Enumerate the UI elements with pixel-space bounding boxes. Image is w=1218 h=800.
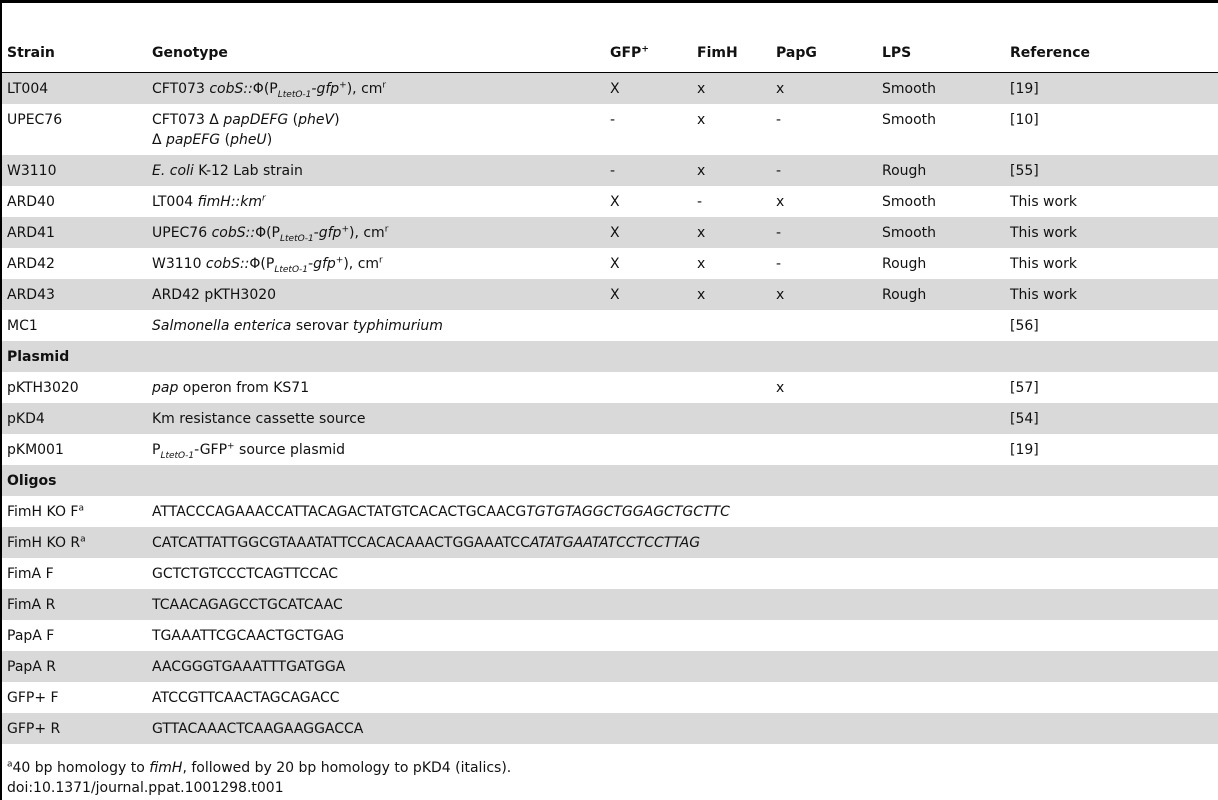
table-row bbox=[2, 403, 1218, 434]
gfp-cell: X bbox=[610, 194, 620, 210]
genotype-cell: E. coli K-12 Lab strain bbox=[147, 155, 605, 186]
genotype-cell: W3110 $cobS::\Phi(P_{LtetO-1}-gfp^+)$, $cm^r$ bbox=[152, 255, 383, 275]
oligo-name-cell: PapA R bbox=[2, 651, 147, 682]
lps-cell: Smooth bbox=[882, 194, 937, 210]
genotype-cell: ARD42 pKTH3020 bbox=[147, 279, 605, 310]
papg-cell: - bbox=[771, 155, 877, 186]
plasmid-name-cell: pKM001 bbox=[7, 442, 64, 458]
table-row bbox=[2, 589, 1218, 620]
fimh-cell: x bbox=[697, 256, 706, 272]
lps-cell: Smooth bbox=[877, 73, 1005, 105]
table-row bbox=[2, 620, 1218, 651]
col-fimh: FimH bbox=[692, 34, 771, 73]
gfp-cell: X bbox=[605, 73, 692, 105]
col-genotype: Genotype bbox=[147, 34, 605, 73]
table-row bbox=[2, 651, 1218, 682]
strain-cell: ARD42 bbox=[7, 256, 55, 272]
oligo-seq-cell: ATCCGTTCAACTAGCAGACC bbox=[152, 690, 340, 706]
oligo-name-cell: GFP+ F bbox=[7, 690, 59, 706]
col-lps: LPS bbox=[877, 34, 1005, 73]
genotype-cell bbox=[147, 104, 605, 155]
plasmid-name-cell: pKTH3020 bbox=[7, 380, 79, 396]
table-row bbox=[2, 434, 1218, 465]
oligo-seq-cell: CATCATTATTGGCGTAAATATTCCACACAAACTGGAAATCCATATGAATATCCTCCTTAG bbox=[147, 527, 1218, 558]
reference-cell: This work bbox=[1005, 279, 1218, 310]
footnote-a: $^a$40 bp homology to fimH, followed by 20 bp homology to pKD4 (italics). bbox=[7, 759, 512, 776]
reference-cell: This work bbox=[1005, 217, 1218, 248]
papg-cell: x bbox=[776, 194, 785, 210]
table-row bbox=[2, 713, 1218, 744]
oligo-name-cell: FimA F bbox=[7, 566, 54, 582]
oligo-seq-cell: ATTACCCAGAAACCATTACAGACTATGTCACACTGCAACGTGTGTAGGCTGGAGCTGCTTC bbox=[152, 504, 730, 520]
strain-cell: ARD43 bbox=[2, 279, 147, 310]
gfp-cell: X bbox=[610, 256, 620, 272]
table-row bbox=[2, 155, 1218, 186]
table-row bbox=[2, 104, 1218, 155]
genotype-cell: CFT073 $cobS::\Phi(P_{LtetO-1}-gfp^+)$, $cm^r$ bbox=[147, 73, 605, 105]
table-row bbox=[2, 248, 1218, 279]
lps-cell: Smooth bbox=[882, 112, 937, 128]
oligo-seq-cell: GCTCTGTCCCTCAGTTCCAC bbox=[152, 566, 338, 582]
papg-cell: x bbox=[771, 279, 877, 310]
strain-cell: ARD41 bbox=[2, 217, 147, 248]
fimh-cell: x bbox=[692, 73, 771, 105]
fimh-cell: x bbox=[692, 155, 771, 186]
genotype-cell: LT004 $fimH::km^r$ bbox=[152, 193, 266, 210]
papg-cell: - bbox=[776, 112, 782, 128]
gfp-cell: - bbox=[610, 112, 616, 128]
table-row bbox=[2, 527, 1218, 558]
table-row bbox=[2, 372, 1218, 403]
gfp-cell bbox=[605, 310, 692, 341]
reference-cell: [10] bbox=[1010, 112, 1039, 128]
reference-cell: This work bbox=[1010, 194, 1077, 210]
top-border bbox=[0, 0, 1218, 3]
table-footnotes bbox=[7, 758, 511, 798]
oligo-seq-cell: GTTACAAACTCAAGAAGGACCA bbox=[147, 713, 1218, 744]
table-row bbox=[2, 496, 1218, 527]
gfp-cell: X bbox=[605, 217, 692, 248]
lps-cell: Rough bbox=[877, 155, 1005, 186]
lps-cell: Rough bbox=[877, 279, 1005, 310]
section-label: Plasmid bbox=[2, 341, 1218, 372]
col-papg: PapG bbox=[771, 34, 877, 73]
lps-cell: Rough bbox=[882, 256, 927, 272]
fimh-cell: x bbox=[697, 112, 706, 128]
genotype-line-2: Δ papEFG (pheU) bbox=[152, 132, 273, 148]
oligo-seq-cell: AACGGGTGAAATTTGATGGA bbox=[147, 651, 1218, 682]
genotype-line-1: CFT073 Δ papDEFG (pheV) bbox=[152, 112, 340, 128]
reference-cell: [19] bbox=[1010, 442, 1039, 458]
section-label: Oligos bbox=[2, 465, 1218, 496]
col-reference: Reference bbox=[1005, 34, 1218, 73]
plasmid-desc-cell: Km resistance cassette source bbox=[147, 403, 605, 434]
reference-cell: [19] bbox=[1005, 73, 1218, 105]
fimh-cell bbox=[692, 310, 771, 341]
table-row bbox=[2, 682, 1218, 713]
papg-cell: x bbox=[776, 380, 785, 396]
oligo-seq-cell: TCAACAGAGCCTGCATCAAC bbox=[147, 589, 1218, 620]
table-header-row bbox=[2, 34, 1218, 73]
gfp-cell: - bbox=[605, 155, 692, 186]
reference-cell: This work bbox=[1010, 256, 1077, 272]
doi-text: doi:10.1371/journal.ppat.1001298.t001 bbox=[7, 780, 284, 796]
plasmid-desc-cell: pap operon from KS71 bbox=[152, 380, 310, 396]
plasmid-desc-cell: $P_{LtetO-1}-GFP^+$ source plasmid bbox=[152, 441, 346, 461]
table-row bbox=[2, 73, 1218, 105]
papg-cell bbox=[771, 310, 877, 341]
table-row bbox=[2, 217, 1218, 248]
section-row-plasmid bbox=[2, 341, 1218, 372]
fimh-cell: x bbox=[692, 217, 771, 248]
reference-cell: [54] bbox=[1005, 403, 1218, 434]
table-row bbox=[2, 279, 1218, 310]
table-row bbox=[2, 186, 1218, 217]
lps-cell: Smooth bbox=[877, 217, 1005, 248]
strains-table bbox=[2, 34, 1218, 744]
oligo-name-cell: FimH KO $R^a$ bbox=[2, 527, 147, 558]
fimh-cell: - bbox=[697, 194, 703, 210]
table-row bbox=[2, 558, 1218, 589]
strain-cell: UPEC76 bbox=[7, 112, 63, 128]
oligo-name-cell: PapA F bbox=[7, 628, 55, 644]
papg-cell: x bbox=[771, 73, 877, 105]
reference-cell: [56] bbox=[1010, 318, 1039, 334]
strain-cell: MC1 bbox=[7, 318, 38, 334]
papg-cell: - bbox=[771, 217, 877, 248]
lps-cell bbox=[877, 310, 1005, 341]
reference-cell: [55] bbox=[1005, 155, 1218, 186]
oligo-seq-cell: TGAAATTCGCAACTGCTGAG bbox=[152, 628, 345, 644]
gfp-cell: X bbox=[605, 279, 692, 310]
oligo-name-cell: FimH KO $F^a$ bbox=[7, 503, 84, 520]
reference-cell: [57] bbox=[1010, 380, 1039, 396]
col-gfp: GFP+ bbox=[605, 34, 692, 73]
col-strain: Strain bbox=[2, 34, 147, 73]
genotype-cell: Salmonella enterica serovar typhimurium bbox=[152, 318, 443, 334]
oligo-name-cell: GFP+ R bbox=[2, 713, 147, 744]
oligo-name-cell: FimA R bbox=[2, 589, 147, 620]
plasmid-name-cell: pKD4 bbox=[2, 403, 147, 434]
strain-cell: LT004 bbox=[2, 73, 147, 105]
section-row-oligos bbox=[2, 465, 1218, 496]
strain-cell: ARD40 bbox=[7, 194, 55, 210]
fimh-cell: x bbox=[692, 279, 771, 310]
strain-cell: W3110 bbox=[2, 155, 147, 186]
table-row bbox=[2, 310, 1218, 341]
genotype-cell: UPEC76 $cobS::\Phi(P_{LtetO-1}-gfp^+)$, $cm^r$ bbox=[147, 217, 605, 248]
papg-cell: - bbox=[776, 256, 782, 272]
